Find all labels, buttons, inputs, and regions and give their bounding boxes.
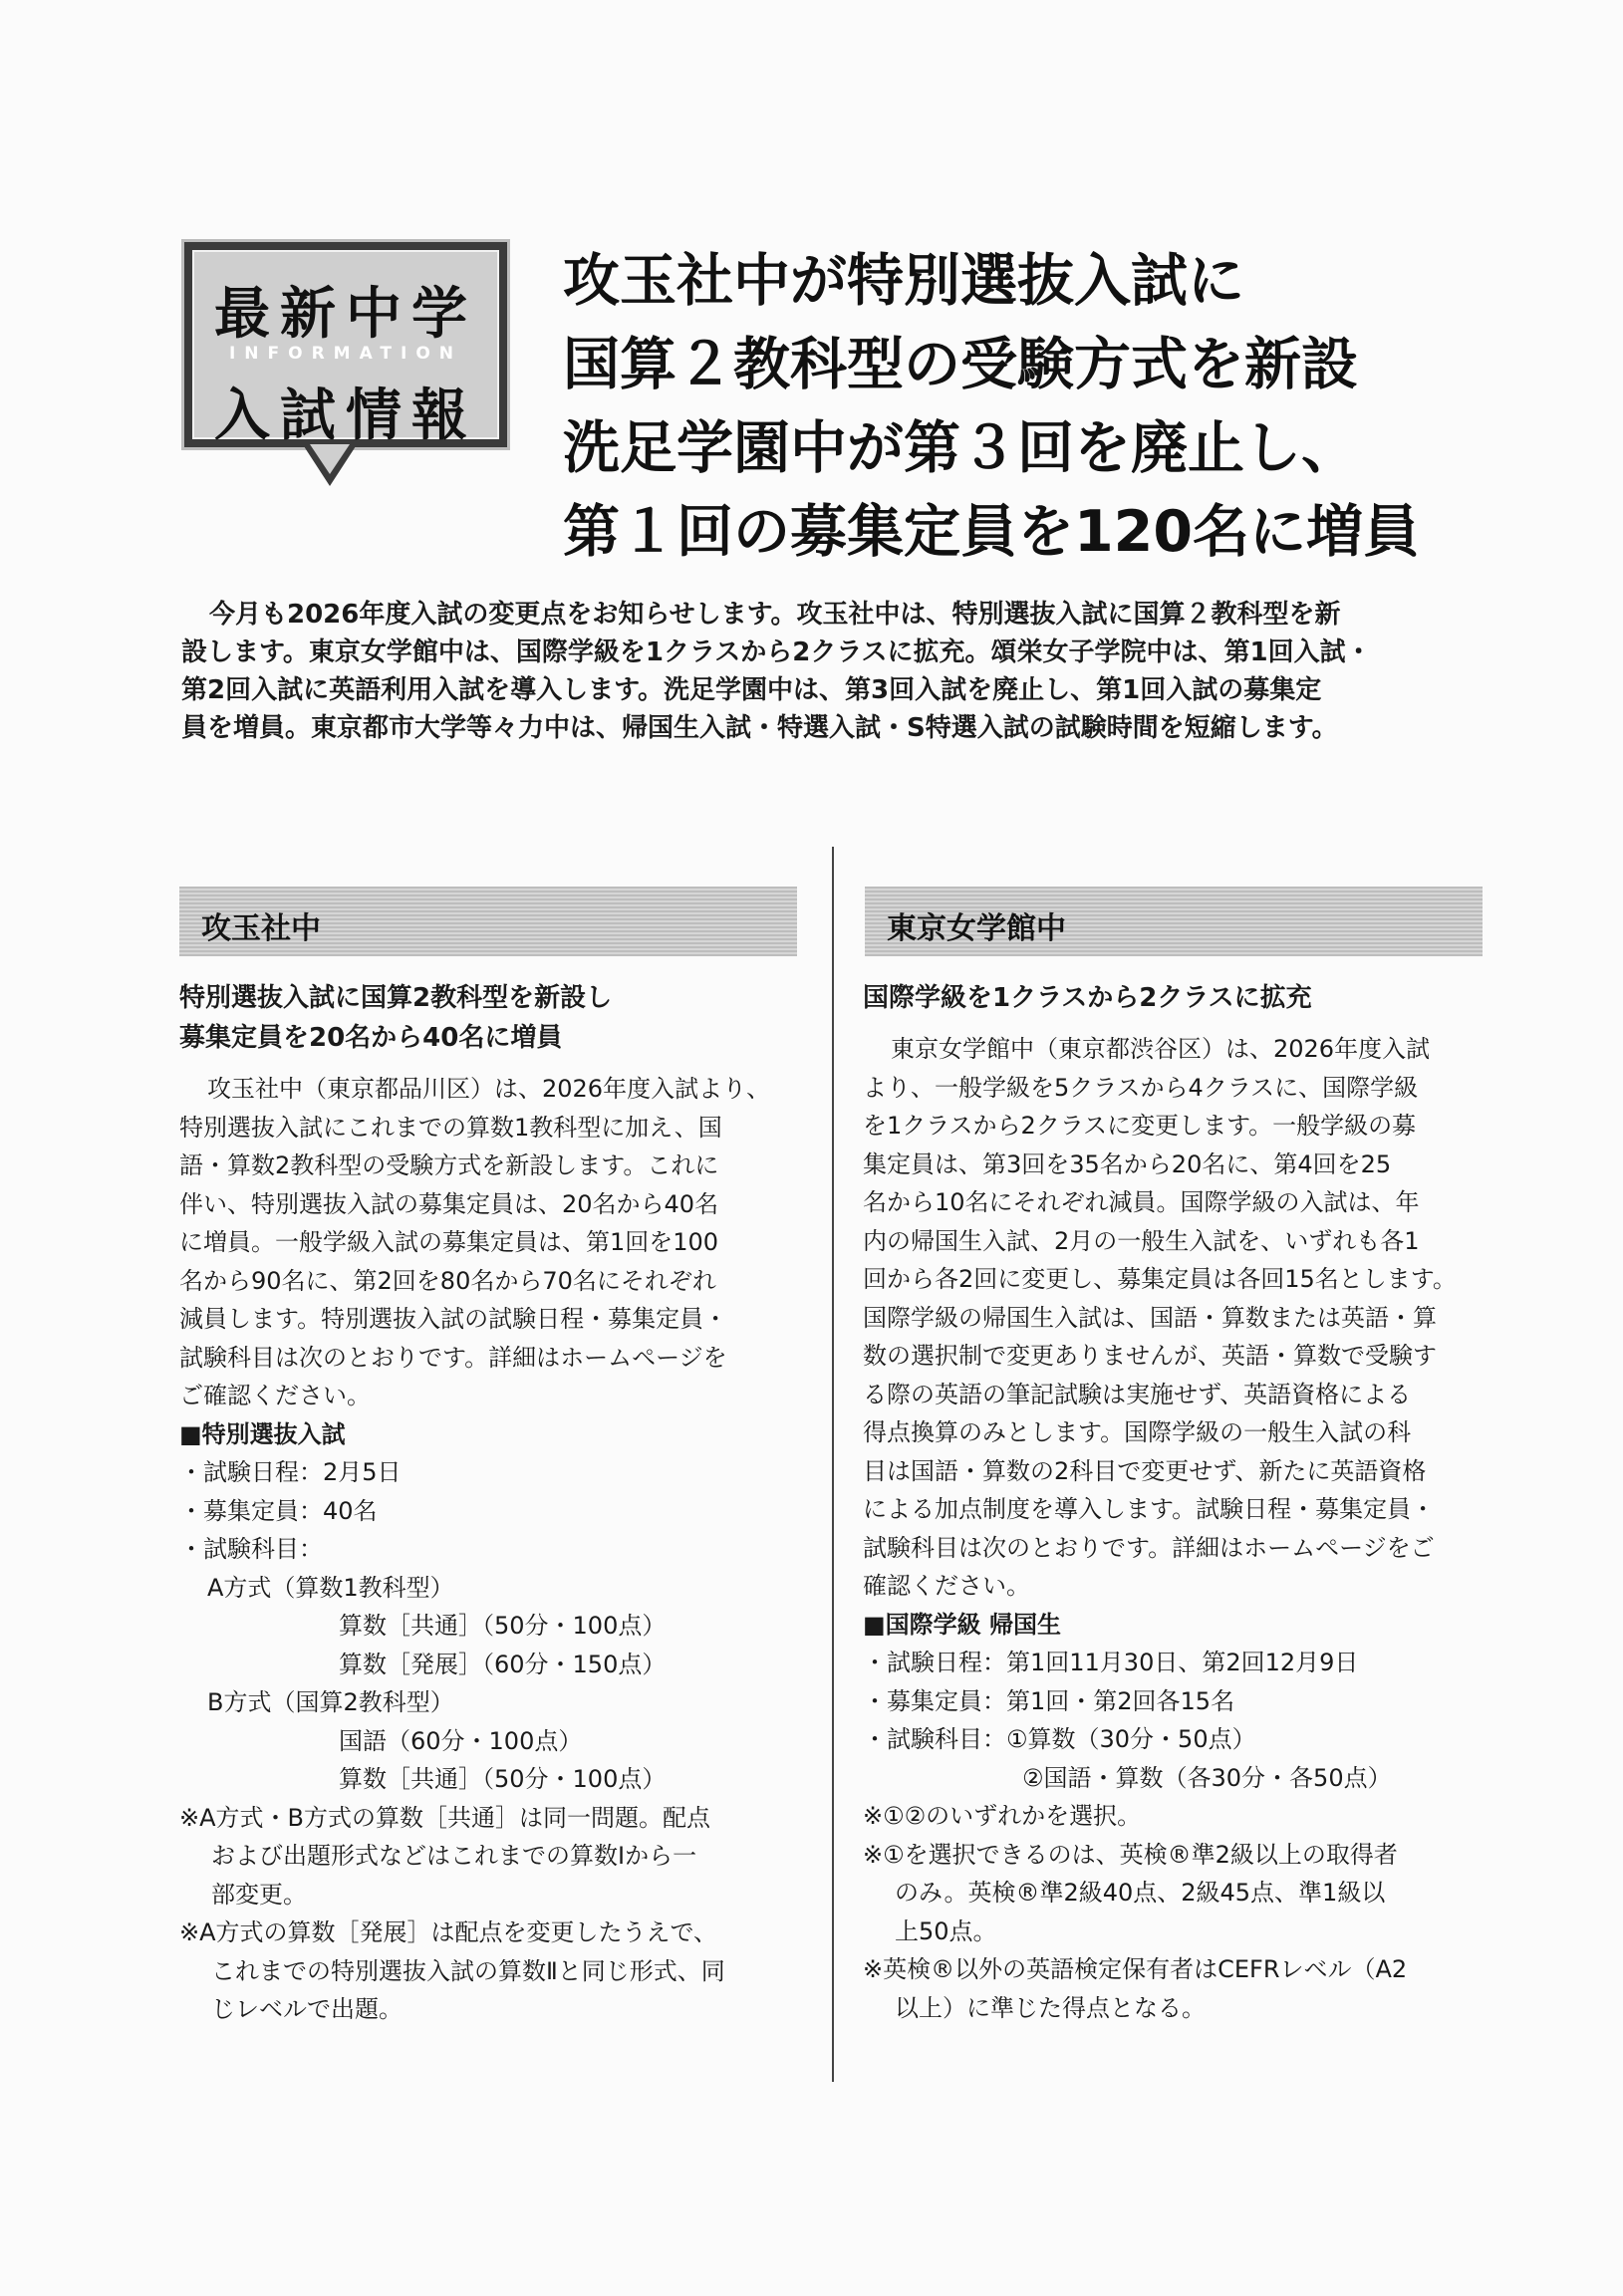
lead-line: 第2回入試に英語利用入試を導入します。洗足学園中は、第3回入試を廃止し、第1回入試の募集定 xyxy=(181,675,1322,705)
list-title: ■特別選抜入試 xyxy=(179,1419,346,1448)
badge-title-bottom: 入試情報 xyxy=(214,383,477,448)
body-line: 伴い、特別選抜入試の募集定員は、20名から40名 xyxy=(179,1189,719,1218)
section-title-right: 東京女学館中 xyxy=(887,911,1066,946)
badge-pointer-inner xyxy=(310,444,350,474)
body-line: 目は国語・算数の2科目で変更せず、新たに英語資格 xyxy=(863,1456,1427,1485)
list-item: ・試験日程：第1回11月30日、第2回12月9日 xyxy=(863,1649,1359,1676)
headline-line: 洗足学園中が第３回を廃止し、 xyxy=(563,415,1358,481)
list-item: ・試験科目： xyxy=(179,1535,323,1563)
note-line: および出題形式などはこれまでの算数Ⅰから一 xyxy=(211,1842,697,1870)
lead-line: 員を増員。東京都市大学等々力中は、帰国生入試・特選入試・S特選入試の試験時間を短縮します。 xyxy=(181,713,1338,743)
body-line: 得点換算のみとします。国際学級の一般生入試の科 xyxy=(863,1418,1412,1446)
column-divider xyxy=(832,847,834,2082)
body-line: 東京女学館中（東京都渋谷区）は、2026年度入試 xyxy=(891,1035,1431,1063)
lead-paragraph xyxy=(181,596,1488,747)
body-line: 集定員は、第3回を35名から20名に、第4回を25 xyxy=(863,1149,1392,1178)
body-line: ご確認ください。 xyxy=(179,1382,371,1409)
subject-row: 算数［共通］（50分・100点） xyxy=(339,1612,667,1640)
note-line: じレベルで出題。 xyxy=(211,1995,403,2023)
method-label: A方式（算数1教科型） xyxy=(207,1573,454,1602)
info-badge xyxy=(181,239,510,450)
body-line: に増員。一般学級入試の募集定員は、第1回を100 xyxy=(179,1228,719,1256)
list-item: ・試験日程：2月5日 xyxy=(179,1458,402,1486)
body-line: 国際学級の帰国生入試は、国語・算数または英語・算 xyxy=(863,1303,1437,1332)
body-line: 回から各2回に変更し、募集定員は各回15名とします。 xyxy=(863,1265,1457,1293)
note-line: ※①②のいずれかを選択。 xyxy=(863,1802,1142,1830)
body-line: 特別選抜入試にこれまでの算数1教科型に加え、国 xyxy=(179,1113,722,1142)
body-line: る際の英語の筆記試験は実施せず、英語資格による xyxy=(863,1380,1412,1408)
list-item: ・募集定員：第1回・第2回各15名 xyxy=(863,1686,1235,1715)
body-line: 減員します。特別選抜入試の試験日程・募集定員・ xyxy=(179,1305,728,1333)
body-line: 名から10名にそれぞれ減員。国際学級の入試は、年 xyxy=(863,1188,1420,1216)
subject-row: ②国語・算数（各30分・各50点） xyxy=(1022,1763,1392,1792)
note-line: ※①を選択できるのは、英検®準2級以上の取得者 xyxy=(863,1840,1398,1869)
body-line: 内の帰国生入試、2月の一般生入試を、いずれも各1 xyxy=(863,1226,1420,1255)
body-line: 語・算数2教科型の受験方式を新設します。これに xyxy=(179,1151,719,1179)
section-header-right xyxy=(865,887,1483,956)
list-item: ・試験科目：①算数（30分・50点） xyxy=(863,1725,1256,1753)
note-line: 上50点。 xyxy=(895,1916,997,1945)
section-header-left xyxy=(179,887,797,956)
body-line: 攻玉社中（東京都品川区）は、2026年度入試より、 xyxy=(207,1075,771,1103)
badge-panel xyxy=(192,250,499,448)
body-line: より、一般学級を5クラスから4クラスに、国際学級 xyxy=(863,1073,1419,1102)
lead-line: 今月も2026年度入試の変更点をお知らせします。攻玉社中は、特別選抜入試に国算２教科型を新 xyxy=(209,600,1341,630)
right-column xyxy=(863,978,1500,2027)
headline-line: 国算２教科型の受験方式を新設 xyxy=(563,332,1358,397)
list-title: ■国際学級 帰国生 xyxy=(863,1610,1062,1639)
method-label: B方式（国算2教科型） xyxy=(207,1688,454,1716)
left-subheading: 特別選抜入試に国算2教科型を新設し xyxy=(179,983,613,1013)
left-column xyxy=(179,978,817,2029)
note-line: 部変更。 xyxy=(211,1880,307,1909)
note-line: ※英検®以外の英語検定保有者はCEFRレベル（A2 xyxy=(863,1955,1408,1983)
body-line: 名から90名に、第2回を80名から70名にそれぞれ xyxy=(179,1266,716,1295)
body-line: を1クラスから2クラスに変更します。一般学級の募 xyxy=(863,1112,1417,1140)
note-line: のみ。英検®準2級40点、2級45点、準1級以 xyxy=(895,1879,1386,1907)
list-item: ・募集定員：40名 xyxy=(179,1496,378,1525)
left-subheading: 募集定員を20名から40名に増員 xyxy=(179,1023,563,1053)
body-line: 試験科目は次のとおりです。詳細はホームページを xyxy=(179,1343,727,1372)
headline-line: 第１回の募集定員を120名に増員 xyxy=(563,499,1420,565)
badge-subtitle: INFORMATION xyxy=(228,344,463,364)
note-line: 以上）に準じた得点となる。 xyxy=(895,1993,1206,2022)
note-line: ※A方式・B方式の算数［共通］は同一問題。配点 xyxy=(179,1803,710,1832)
headline-line: 攻玉社中が特別選抜入試に xyxy=(563,248,1244,314)
body-line: 確認ください。 xyxy=(863,1572,1030,1600)
subject-row: 算数［発展］（60分・150点） xyxy=(339,1650,667,1678)
note-line: これまでの特別選抜入試の算数Ⅱと同じ形式、同 xyxy=(211,1956,725,1985)
body-line: 数の選択制で変更ありませんが、英語・算数で受験す xyxy=(863,1342,1437,1370)
badge-title-top: 最新中学 xyxy=(214,282,477,347)
lead-line: 設します。東京女学館中は、国際学級を1クラスから2クラスに拡充。頌栄女子学院中は、第1回入試・ xyxy=(181,638,1372,667)
right-subheading: 国際学級を1クラスから2クラスに拡充 xyxy=(863,983,1312,1013)
note-line: ※A方式の算数［発展］は配点を変更したうえで、 xyxy=(179,1918,718,1946)
subject-row: 算数［共通］（50分・100点） xyxy=(339,1765,667,1793)
subject-row: 国語（60分・100点） xyxy=(339,1726,583,1755)
body-line: 試験科目は次のとおりです。詳細はホームページをご xyxy=(863,1533,1435,1562)
headline xyxy=(563,239,1569,574)
section-title-left: 攻玉社中 xyxy=(201,911,321,946)
body-line: による加点制度を導入します。試験日程・募集定員・ xyxy=(863,1495,1436,1523)
